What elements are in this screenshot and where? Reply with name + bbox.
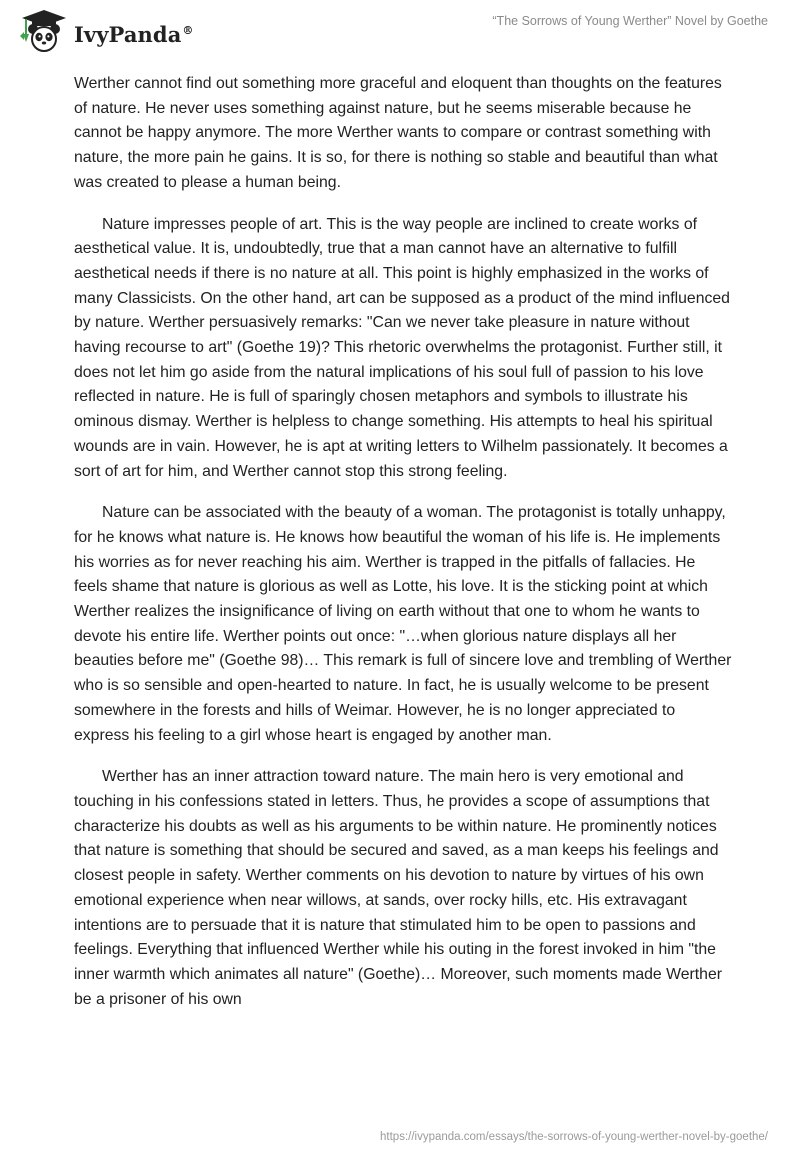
- logo-wordmark: IvyPanda®: [74, 21, 194, 47]
- paragraph: Nature impresses people of art. This is the way people are inclined to create works of aesthetical value. It is, undoubtedly, true that a man cannot have an alternative to fulfill aesthetical needs if there is no nature at all. This point is highly emphasized in the works of many Classicists. On the other hand, art can be supposed as a product of the mind influenced by nature. Werther persuasively remarks: "Can we never take pleasure in nature without having recourse to art" (Goethe 19)? This rhetoric overwhelms the protagonist. Further still, it does not let him go aside from the natural implications of his soul full of passion to his love reflected in nature. He is full of sparingly chosen metaphors and symbols to illustrate his ominous dismay. Werther is helpless to change something. His attempts to heal his spiritual wounds are in vain. However, he is apt at writing letters to Wilhelm passionately. It becomes a sort of art for him, and Werther cannot stop this strong feeling.: [74, 215, 730, 480]
- paragraph: Nature can be associated with the beauty of a woman. The protagonist is totally unhappy, for he knows what nature is. He knows how beautiful the woman of his life is. He implements his worries as for never reaching his aim. Werther is trapped in the pitfalls of fallacies. He feels shame that nature is glorious as well as Lotte, his love. It is the sticking point at which Werther realizes the insignificance of living on earth without that one to whom he wants to devote his entire life. Werther points out once: "…when glorious nature displays all her beauties before me" (Goethe 98)… This remark is full of sincere love and trembling of Werther who is so sensible and open-hearted to nature. In fact, he is usually welcome to be present somewhere in the forests and hills of Weimar. However, he is no longer appreciated to express his feeling to a girl whose heart is engaged by another man.: [74, 504, 732, 744]
- essay-body: [74, 72, 732, 1029]
- document-title: “The Sorrows of Young Werther” Novel by Goethe: [492, 14, 768, 28]
- panda-graduate-icon: [14, 8, 70, 54]
- ivypanda-logo[interactable]: [14, 8, 194, 54]
- paragraph: Werther has an inner attraction toward nature. The main hero is very emotional and touching in his confessions stated in letters. Thus, he provides a scope of assumptions that characterize his doubts as well as his arguments to be within nature. He prominently notices that nature is something that should be secured and saved, as a man keeps his feelings and closest people in safety. Werther comments on his devotion to nature by virtues of his own emotional experience when near willows, at sands, over rocky hills, etc. His extravagant intentions are to persuade that it is nature that stimulated him to be open to passions and feelings. Everything that influenced Werther while his outing in the forest invoked in him "the inner warmth which animates all nature" (Goethe)… Moreover, such moments made Werther be a prisoner of his own: [74, 768, 722, 1008]
- paragraph: Werther cannot find out something more graceful and eloquent than thoughts on the features of nature. He never uses something against nature, but he seems miserable because he cannot be happy anymore. The more Werther wants to compare or contrast something with nature, the more pain he gains. It is so, for there is nothing so stable and beautiful than what was created to please a human being.: [74, 75, 722, 191]
- source-url[interactable]: https://ivypanda.com/essays/the-sorrows-of-young-werther-novel-by-goethe/: [380, 1131, 768, 1143]
- page-header: [0, 0, 800, 62]
